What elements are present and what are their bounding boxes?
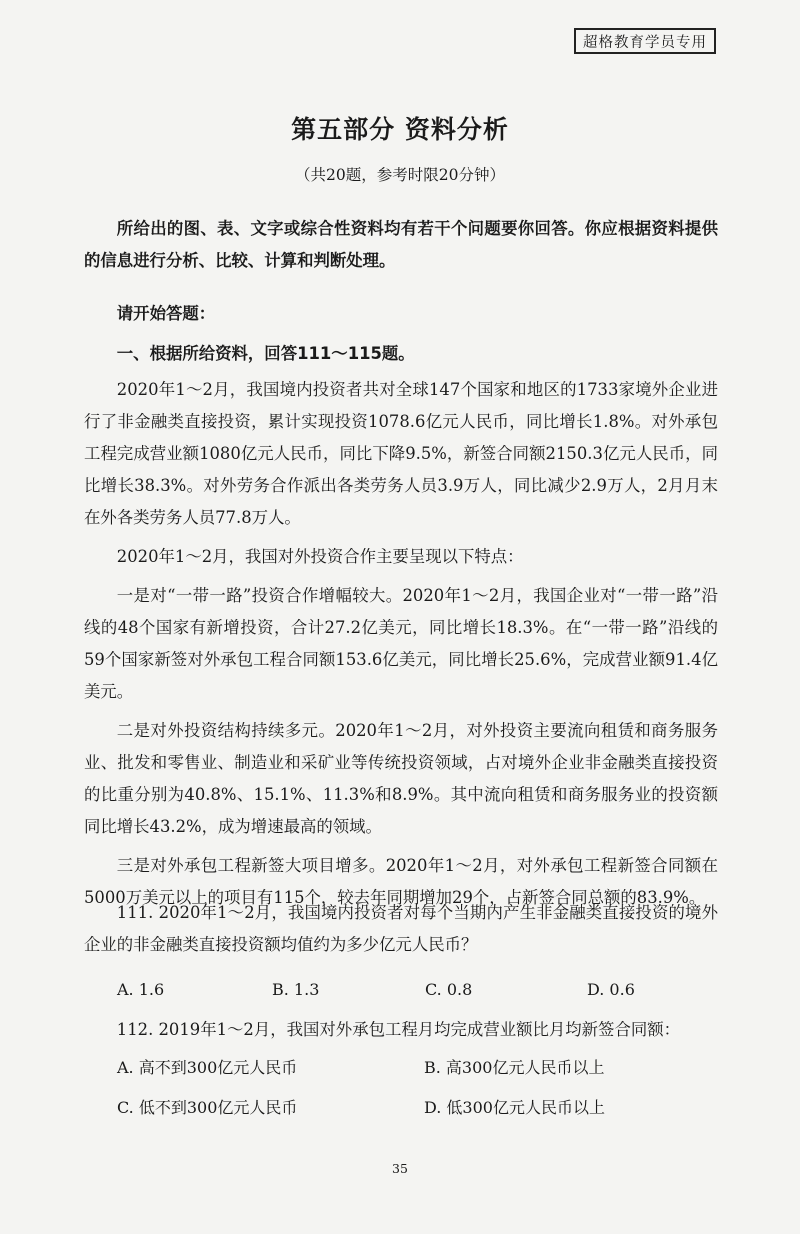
section-heading: 一、根据所给资料，回答111～115题。 [116, 344, 415, 363]
instructions-block [84, 213, 718, 277]
option-c: C. 0.8 [425, 980, 473, 999]
question-111-options [117, 975, 637, 1005]
option-c: C. 低不到300亿元人民币 [117, 1098, 298, 1117]
page-subtitle: （共20题，参考时限20分钟） [295, 166, 505, 184]
start-prompt-block [84, 298, 718, 330]
material-paragraph-4: 二是对外投资结构持续多元。2020年1～2月，对外投资主要流向租赁和商务服务业、批发和零售业、制造业和采矿业等传统投资领域，占对境外企业非金融类直接投资的比重分别为40.8%、15.1%、11.3%和8.9%。其中流向租赁和商务服务业的投资额同比增长43.2%，成为增速最高的领域。 [84, 721, 718, 836]
option-a: A. 高不到300亿元人民币 [117, 1058, 298, 1077]
material-paragraph-3: 一是对“一带一路”投资合作增幅较大。2020年1～2月，我国企业对“一带一路”沿线的48个国家有新增投资，合计27.2亿美元，同比增长18.3%。在“一带一路”沿线的59个国家新签对外承包工程合同额153.6亿美元，同比增长25.6%，完成营业额91.4亿美元。 [84, 586, 718, 701]
question-111-text: 111. 2020年1～2月，我国境内投资者对每个当期内产生非金融类直接投资的境外企业的非金融类直接投资额均值约为多少亿元人民币？ [84, 903, 718, 954]
material-paragraph-1: 2020年1～2月，我国境内投资者共对全球147个国家和地区的1733家境外企业进行了非金融类直接投资，累计实现投资1078.6亿元人民币，同比增长1.8%。对外承包工程完成营业额1080亿元人民币，同比下降9.5%，新签合同额2150.3亿元人民币，同比增长38.3%。对外劳务合作派出各类劳务人员3.9万人，同比减少2.9万人，2月月末在外各类劳务人员77.8万人。 [84, 380, 718, 527]
question-111 [84, 897, 718, 961]
option-d: D. 低300亿元人民币以上 [424, 1098, 605, 1117]
institution-stamp: 超格教育学员专用 [574, 28, 716, 54]
question-112-text: 112. 2019年1～2月，我国对外承包工程月均完成营业额比月均新签合同额： [116, 1020, 681, 1039]
option-a: A. 1.6 [117, 980, 165, 999]
option-b: B. 高300亿元人民币以上 [424, 1058, 605, 1077]
instructions-text: 所给出的图、表、文字或综合性资料均有若干个问题要你回答。你应根据资料提供的信息进行分析、比较、计算和判断处理。 [84, 219, 718, 270]
start-prompt: 请开始答题： [116, 304, 216, 323]
section-heading-block [84, 338, 718, 370]
option-d: D. 0.6 [587, 980, 635, 999]
material-paragraph-2: 2020年1～2月，我国对外投资合作主要呈现以下特点： [116, 547, 524, 566]
page-title: 第五部分 资料分析 [291, 115, 509, 144]
option-b: B. 1.3 [272, 980, 320, 999]
material-paragraph-5: 三是对外承包工程新签大项目增多。2020年1～2月，对外承包工程新签合同额在5000万美元以上的项目有115个，较去年同期增加29个，占新签合同总额的83.9%。 [84, 856, 718, 907]
material-text [84, 374, 718, 914]
question-112 [84, 1014, 718, 1046]
page-number: 35 [392, 1161, 408, 1176]
